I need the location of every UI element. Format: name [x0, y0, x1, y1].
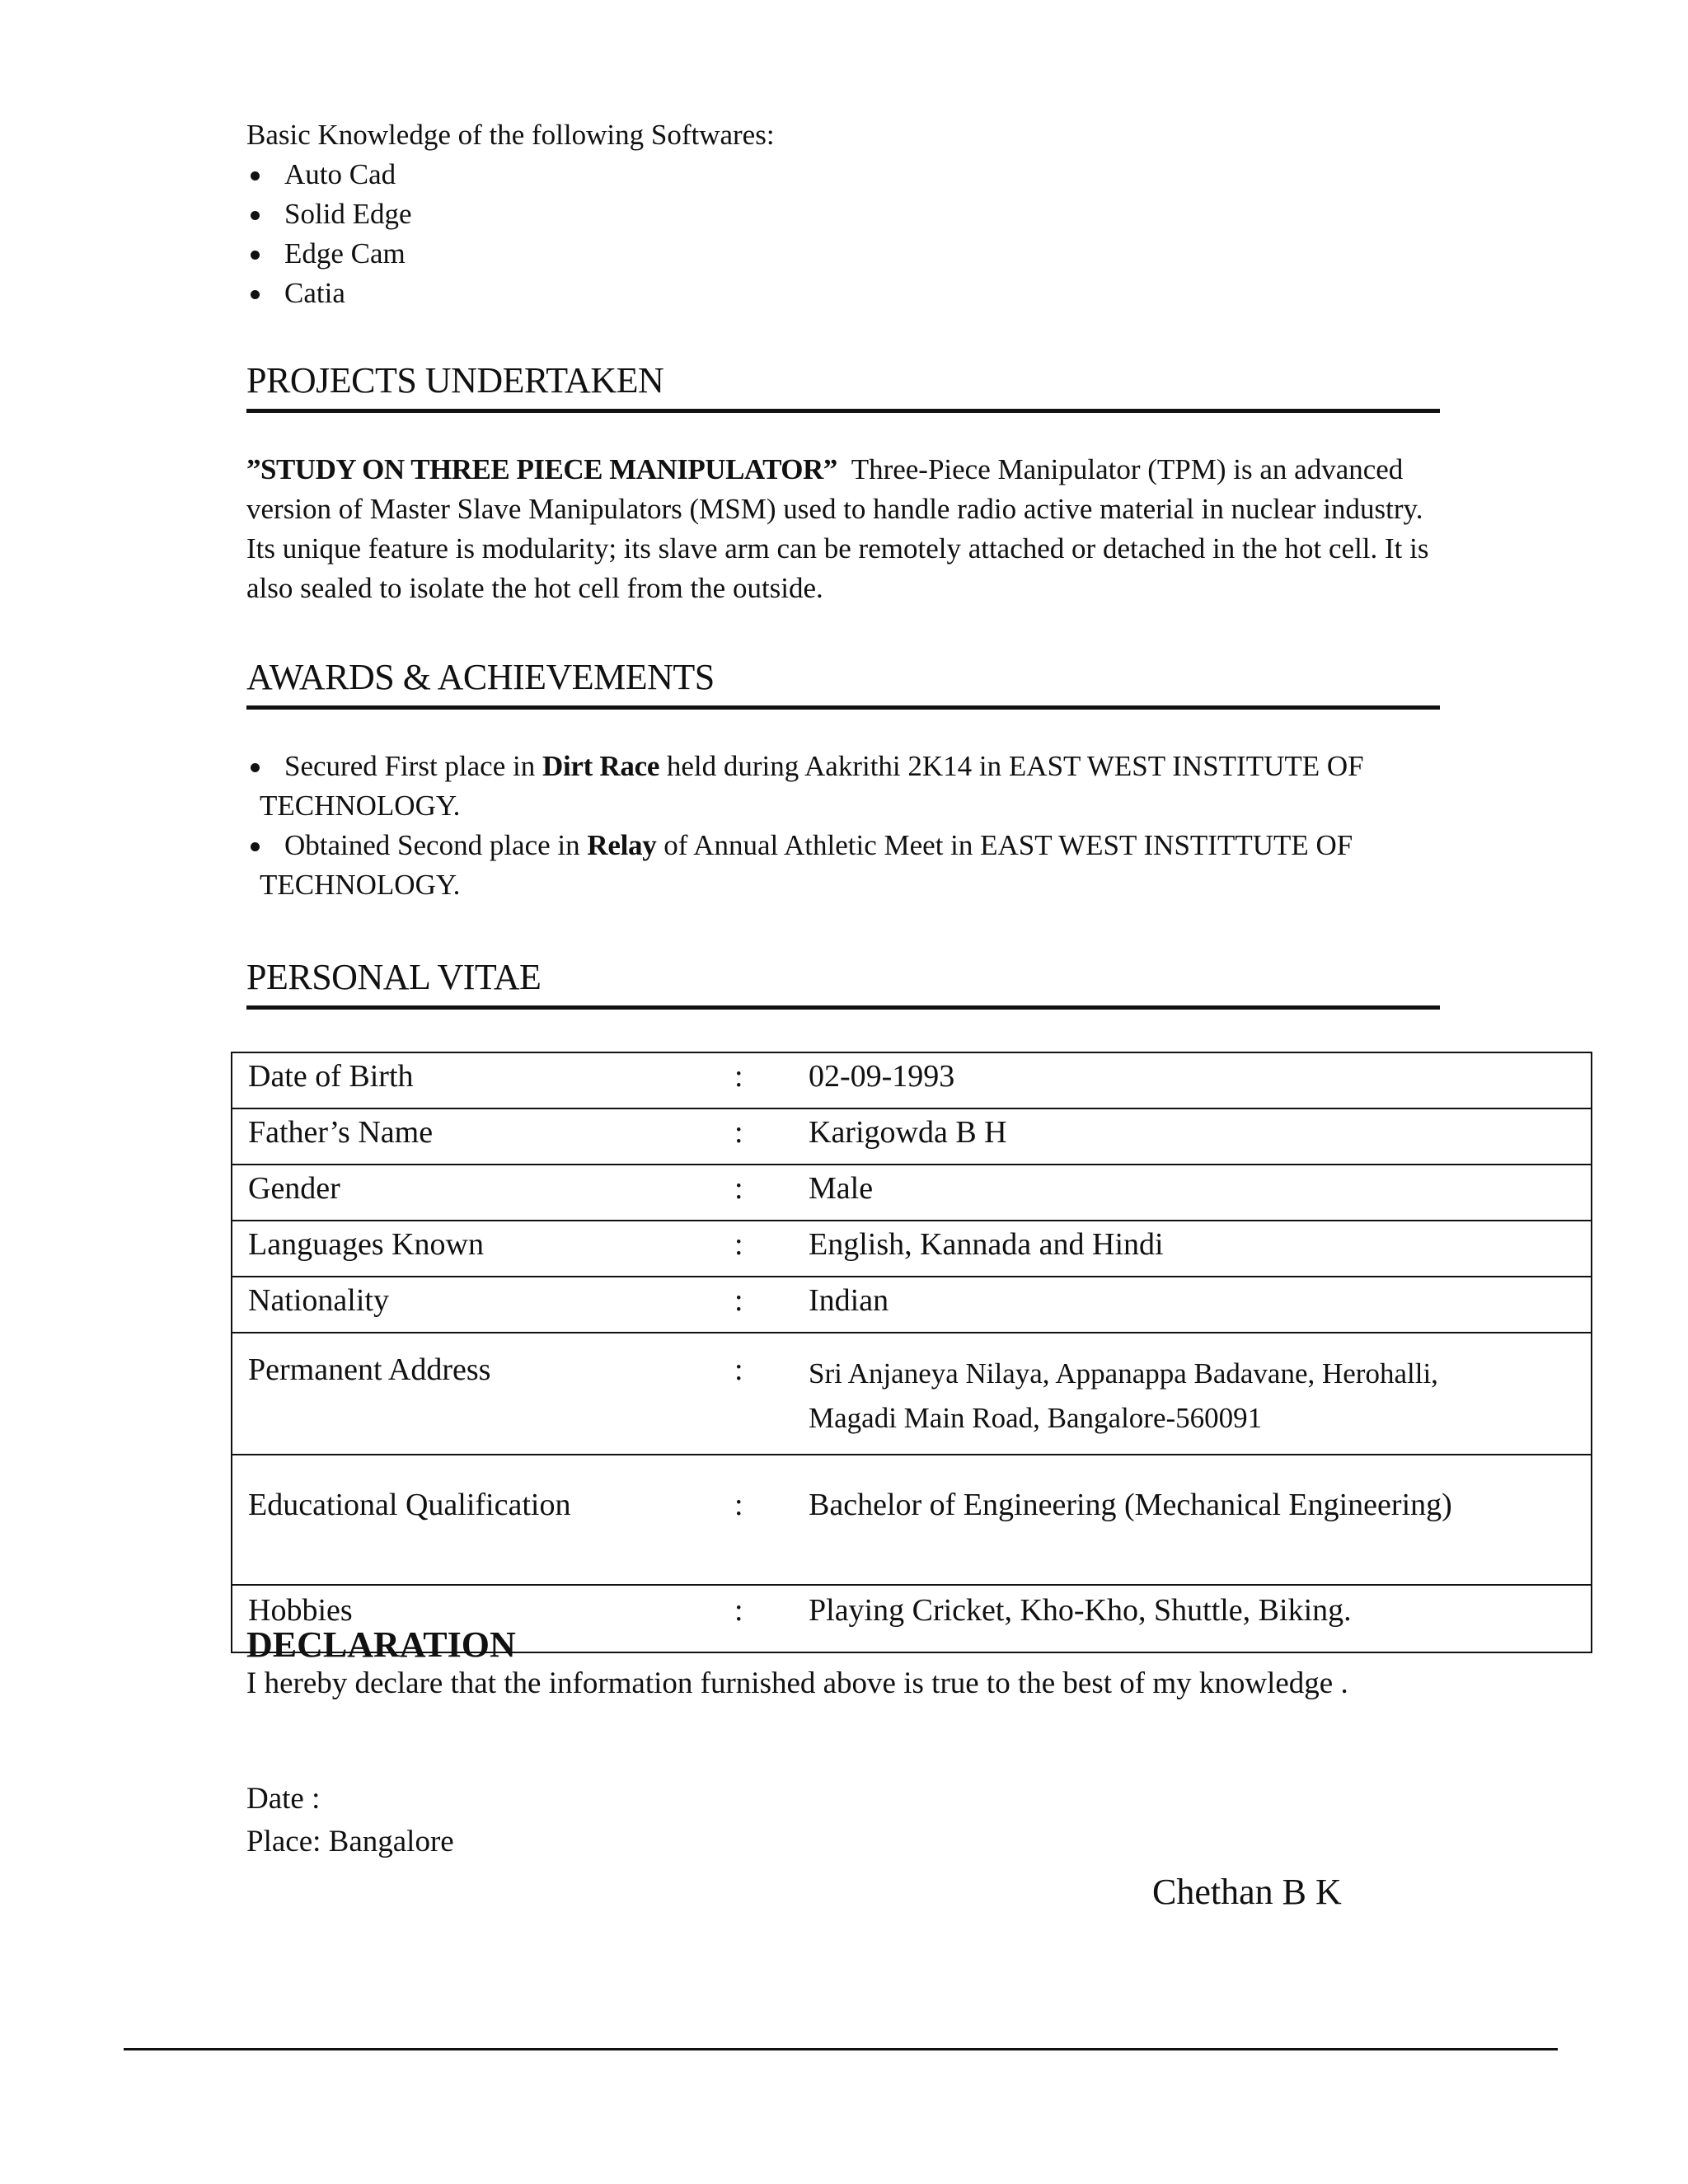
award-highlight: Dirt Race: [542, 750, 660, 782]
list-item: Catia: [246, 274, 1442, 313]
table-row: [232, 1221, 1592, 1277]
award-text: Secured First place in: [284, 750, 542, 782]
row-value: Male: [809, 1165, 1592, 1221]
row-separator: :: [734, 1221, 809, 1277]
row-label: Educational Qualification: [232, 1455, 734, 1585]
project-description: [246, 450, 1442, 608]
award-text: Obtained Second place in: [284, 829, 588, 861]
place-label: Place: Bangalore: [246, 1825, 454, 1858]
list-item: [246, 747, 1450, 826]
row-value: [809, 1333, 1592, 1455]
declaration-text: I hereby declare that the information furnished above is true to the best of my knowledge .: [246, 1666, 1348, 1700]
row-value: Bachelor of Engineering (Mechanical Engineering): [809, 1455, 1592, 1585]
row-separator: :: [734, 1585, 809, 1652]
row-value: 02-09-1993: [809, 1052, 1592, 1108]
vitae-heading: PERSONAL VITAE: [246, 954, 1440, 1010]
award-highlight: Relay: [587, 829, 657, 861]
table-row: [232, 1108, 1592, 1165]
row-separator: :: [734, 1333, 809, 1455]
row-separator: :: [734, 1165, 809, 1221]
table-row: [232, 1455, 1592, 1585]
project-title: ”STUDY ON THREE PIECE MANIPULATOR”: [246, 453, 837, 485]
row-value: Playing Cricket, Kho-Kho, Shuttle, Biking.: [809, 1585, 1592, 1652]
awards-heading: AWARDS & ACHIEVEMENTS: [246, 654, 1440, 710]
award-text: of Annual Athletic Meet in EAST WEST INSTITTUTE OF: [656, 829, 1353, 861]
row-label: Father’s Name: [232, 1108, 734, 1165]
signature-name: Chethan B K: [1152, 1872, 1342, 1912]
award-continuation: TECHNOLOGY.: [260, 869, 461, 901]
softwares-list: [246, 155, 1442, 313]
table-row: [232, 1333, 1592, 1455]
row-value: Karigowda B H: [809, 1108, 1592, 1165]
softwares-intro: Basic Knowledge of the following Softwares:: [246, 119, 775, 151]
date-label: Date :: [246, 1782, 321, 1816]
projects-heading: PROJECTS UNDERTAKEN: [246, 358, 1440, 413]
softwares-section: [246, 115, 1442, 313]
table-row: [232, 1165, 1592, 1221]
row-separator: :: [734, 1455, 809, 1585]
project-body: Three-Piece Manipulator (TPM) is an advanced version of Master Slave Manipulators (MSM) used to handle radio active material in nuclear industry. Its unique feature is modularity; its slave arm can be remotely attached or detached in the hot cell. It is also sealed to isolate the hot cell from the outside.: [246, 453, 1429, 604]
row-label: Nationality: [232, 1277, 734, 1333]
row-separator: :: [734, 1108, 809, 1165]
row-label: Permanent Address: [232, 1333, 734, 1455]
row-label: Date of Birth: [232, 1052, 734, 1108]
row-value: Indian: [809, 1277, 1592, 1333]
row-separator: :: [734, 1052, 809, 1108]
personal-vitae-table: [231, 1052, 1592, 1653]
awards-section: [246, 747, 1450, 905]
row-label: Hobbies: [232, 1585, 734, 1652]
list-item: [246, 826, 1450, 905]
table-row: [232, 1277, 1592, 1333]
awards-list: [246, 747, 1450, 905]
list-item: Auto Cad: [246, 155, 1442, 194]
row-value: English, Kannada and Hindi: [809, 1221, 1592, 1277]
address-line-1: Sri Anjaneya Nilaya, Appanappa Badavane, Herohalli,: [809, 1357, 1438, 1390]
award-text: held during Aakrithi 2K14 in EAST WEST INSTITUTE OF: [659, 750, 1364, 782]
footer-divider: [124, 2048, 1558, 2050]
list-item: Edge Cam: [246, 234, 1442, 274]
list-item: Solid Edge: [246, 194, 1442, 234]
row-separator: :: [734, 1277, 809, 1333]
declaration-heading: DECLARATION: [246, 1624, 516, 1665]
award-continuation: TECHNOLOGY.: [260, 790, 461, 822]
row-label: Languages Known: [232, 1221, 734, 1277]
row-label: Gender: [232, 1165, 734, 1221]
address-line-2: Magadi Main Road, Bangalore-560091: [809, 1402, 1263, 1434]
table-row: [232, 1052, 1592, 1108]
